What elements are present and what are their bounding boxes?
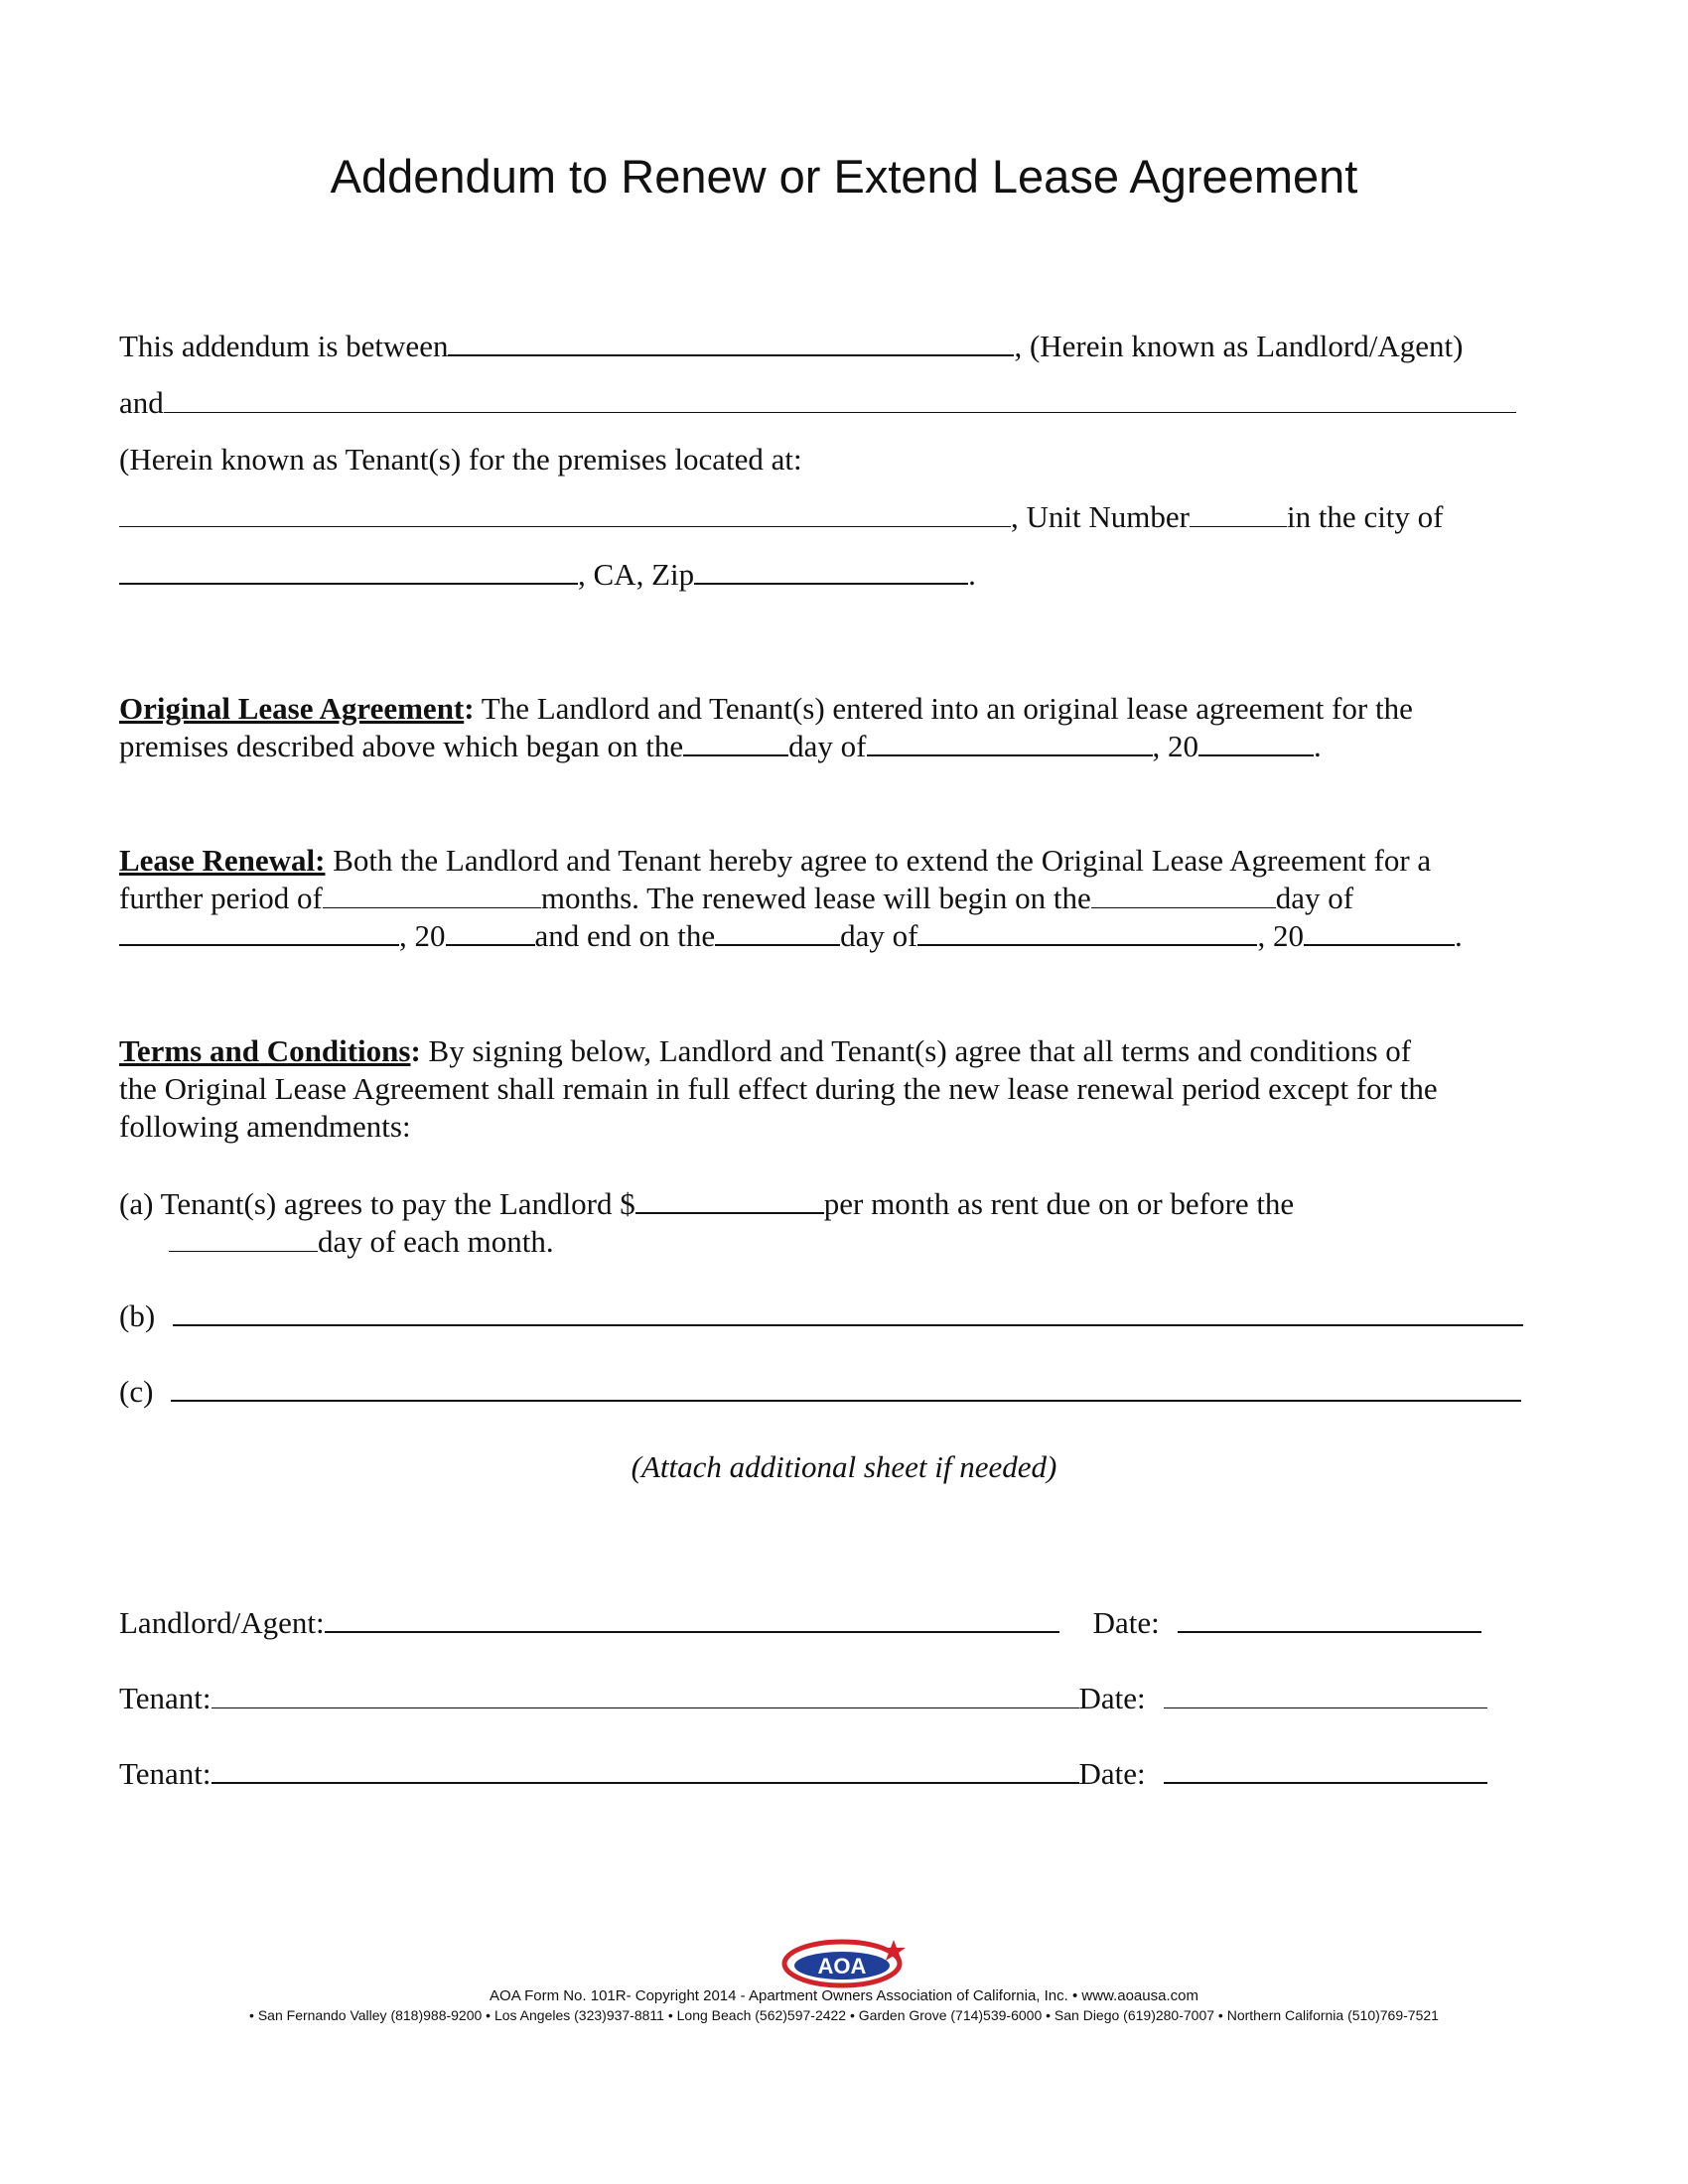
and-label: and bbox=[119, 385, 164, 420]
document-title: Addendum to Renew or Extend Lease Agreement bbox=[330, 150, 1358, 203]
end-text: and end on the bbox=[534, 918, 716, 953]
tenant-names-field[interactable] bbox=[164, 386, 1516, 413]
renewal-line-3 bbox=[119, 917, 1463, 955]
period: . bbox=[1454, 918, 1463, 953]
city-zip-line bbox=[119, 556, 976, 594]
tenant2-signature-label: Tenant: bbox=[119, 1756, 211, 1791]
item-a-suffix: per month as rent due on or before the bbox=[823, 1186, 1295, 1221]
item-b-line bbox=[119, 1297, 1523, 1335]
item-c-label: (c) bbox=[119, 1374, 154, 1409]
item-a-line-2 bbox=[169, 1223, 554, 1261]
amendment-b-field[interactable] bbox=[173, 1298, 1523, 1326]
renewal-end-year-field[interactable] bbox=[1304, 918, 1455, 946]
parties-line-3: (Herein known as Tenant(s) for the premises located at: bbox=[119, 442, 802, 477]
item-c-line bbox=[119, 1373, 1521, 1411]
lease-renewal-heading: Lease Renewal: bbox=[119, 843, 326, 878]
renewal-months-field[interactable] bbox=[323, 882, 541, 908]
terms-line-1 bbox=[119, 1032, 1411, 1070]
year-prefix: , 20 bbox=[1257, 918, 1304, 953]
original-start-month-field[interactable] bbox=[867, 729, 1153, 756]
office-phones-line: • San Fernando Valley (818)988-9200 • Los Angeles (323)937-8811 • Long Beach (562)597-2422 • Garden Grove (714)539-6000 • San Diego (619)280-7007 • Northern California (510)769-7521 bbox=[249, 2007, 1439, 2023]
original-lease-heading: Original Lease Agreement bbox=[119, 691, 465, 726]
further-period-label: further period of bbox=[119, 881, 323, 915]
renewal-end-day-field[interactable] bbox=[715, 918, 840, 946]
terms-text-1: By signing below, Landlord and Tenant(s) agree that all terms and conditions of bbox=[420, 1033, 1412, 1068]
months-text: months. The renewed lease will begin on the bbox=[540, 881, 1091, 915]
parties-line-2 bbox=[119, 384, 1516, 422]
original-lease-line-1 bbox=[119, 690, 1413, 728]
tenant2-signature-field[interactable] bbox=[211, 1756, 1079, 1784]
city-label: in the city of bbox=[1286, 499, 1444, 534]
landlord-name-field[interactable] bbox=[448, 329, 1014, 356]
landlord-suffix: , (Herein known as Landlord/Agent) bbox=[1014, 329, 1464, 363]
tenant1-date-field[interactable] bbox=[1164, 1682, 1487, 1708]
item-a-line-1 bbox=[119, 1185, 1294, 1223]
date-label: Date: bbox=[1078, 1681, 1146, 1715]
original-lease-line-2 bbox=[119, 728, 1322, 765]
renewal-end-month-field[interactable] bbox=[917, 918, 1257, 946]
year-prefix: , 20 bbox=[1152, 729, 1198, 763]
item-b-label: (b) bbox=[119, 1298, 156, 1333]
terms-heading: Terms and Conditions bbox=[119, 1033, 411, 1068]
period: . bbox=[1314, 729, 1322, 763]
original-start-year-field[interactable] bbox=[1198, 729, 1314, 756]
state-label: , CA, Zip bbox=[578, 557, 695, 592]
terms-line-2: the Original Lease Agreement shall remain in full effect during the new lease renewal period except for the bbox=[119, 1071, 1438, 1106]
renewal-start-day-field[interactable] bbox=[1091, 882, 1276, 908]
landlord-date-field[interactable] bbox=[1178, 1605, 1481, 1633]
original-lease-text-1: The Landlord and Tenant(s) entered into an original lease agreement for the bbox=[474, 691, 1413, 726]
attach-note: (Attach additional sheet if needed) bbox=[631, 1449, 1057, 1484]
address-line bbox=[119, 498, 1444, 536]
tenant1-signature-field[interactable] bbox=[211, 1682, 1079, 1708]
parties-line-1 bbox=[119, 328, 1463, 365]
item-a-text-2: day of each month. bbox=[318, 1224, 554, 1259]
unit-label: , Unit Number bbox=[1011, 499, 1190, 534]
period: . bbox=[968, 557, 976, 592]
renewal-line-1 bbox=[119, 842, 1431, 880]
date-label: Date: bbox=[1092, 1605, 1160, 1640]
renewal-line-2 bbox=[119, 880, 1353, 917]
landlord-signature-line bbox=[119, 1604, 1481, 1642]
city-field[interactable] bbox=[119, 557, 578, 585]
renewal-text-1: Both the Landlord and Tenant hereby agree to extend the Original Lease Agreement for a bbox=[325, 843, 1432, 878]
landlord-signature-field[interactable] bbox=[325, 1605, 1059, 1633]
tenant2-signature-line bbox=[119, 1755, 1487, 1793]
day-of-label: day of bbox=[1275, 881, 1354, 915]
amendment-c-field[interactable] bbox=[171, 1374, 1521, 1402]
renewal-start-month-field[interactable] bbox=[119, 918, 399, 946]
zip-field[interactable] bbox=[694, 557, 968, 585]
year-prefix: , 20 bbox=[399, 918, 446, 953]
item-a-prefix: (a) Tenant(s) agrees to pay the Landlord $ bbox=[119, 1186, 635, 1221]
colon: : bbox=[410, 1033, 421, 1068]
colon: : bbox=[464, 691, 475, 726]
form-copyright-line: AOA Form No. 101R- Copyright 2014 - Apartment Owners Association of California, Inc. • www.aoausa.com bbox=[490, 1987, 1198, 2004]
landlord-signature-label: Landlord/Agent: bbox=[119, 1605, 325, 1640]
parties-prefix: This addendum is between bbox=[119, 329, 449, 363]
aoa-logo-text: AOA bbox=[817, 1954, 867, 1979]
premises-address-field[interactable] bbox=[119, 500, 1011, 527]
tenant1-signature-label: Tenant: bbox=[119, 1681, 211, 1715]
rent-amount-field[interactable] bbox=[635, 1186, 824, 1214]
day-of-label: day of bbox=[840, 918, 918, 953]
unit-number-field[interactable] bbox=[1190, 500, 1287, 527]
rent-due-day-field[interactable] bbox=[169, 1225, 318, 1252]
original-start-day-field[interactable] bbox=[683, 729, 788, 756]
date-label: Date: bbox=[1078, 1756, 1146, 1791]
original-lease-text-2: premises described above which began on the bbox=[119, 729, 684, 763]
day-of-label: day of bbox=[788, 729, 867, 763]
renewal-start-year-field[interactable] bbox=[446, 918, 535, 946]
aoa-logo-graphic bbox=[778, 1934, 910, 1991]
terms-line-3: following amendments: bbox=[119, 1109, 411, 1144]
tenant1-signature-line bbox=[119, 1680, 1487, 1717]
aoa-logo bbox=[778, 1934, 910, 1991]
tenant2-date-field[interactable] bbox=[1164, 1756, 1487, 1784]
